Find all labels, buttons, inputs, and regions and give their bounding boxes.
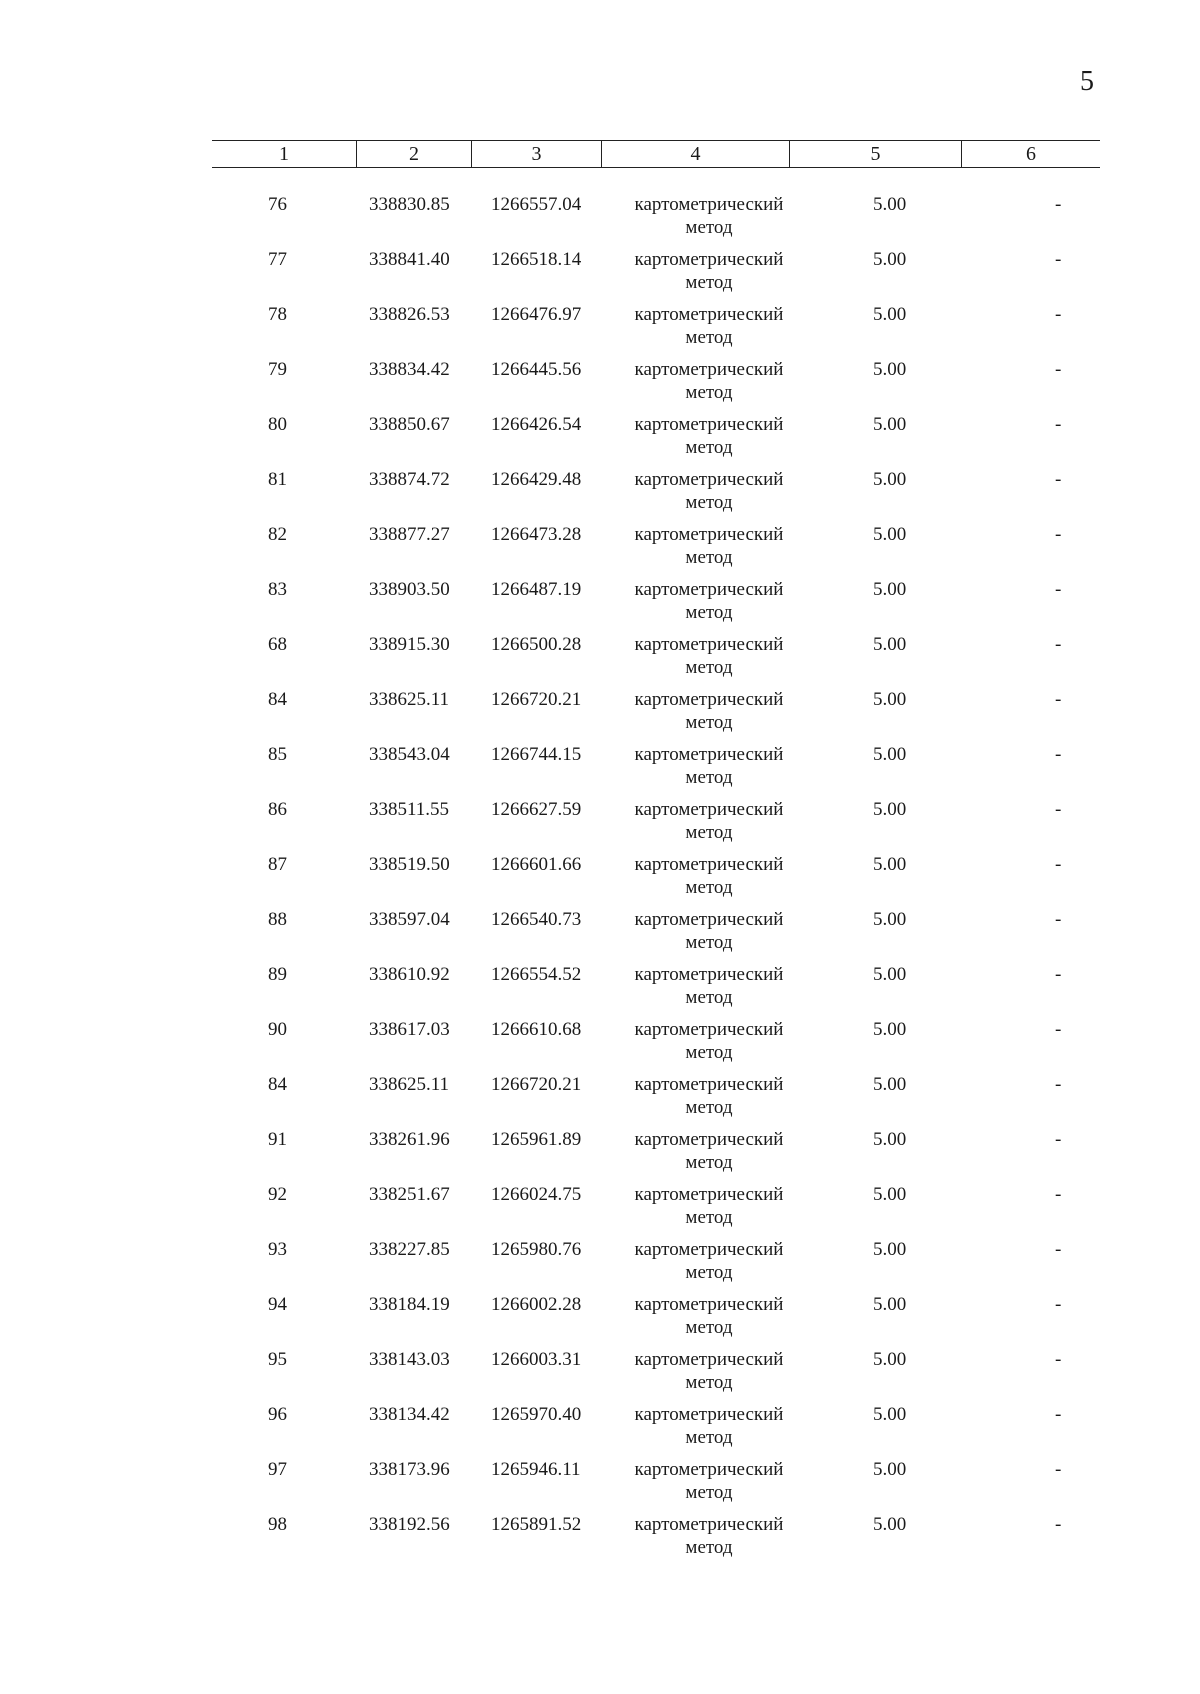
point-number-cell: 85 bbox=[268, 744, 287, 765]
table-row bbox=[212, 908, 1100, 963]
method-line-2: метод bbox=[685, 492, 733, 513]
point-number-cell: 80 bbox=[268, 414, 287, 435]
method-cell bbox=[609, 578, 809, 633]
x-coordinate-cell: 338192.56 bbox=[369, 1514, 450, 1535]
y-coordinate-cell: 1266601.66 bbox=[491, 854, 582, 875]
method-cell bbox=[609, 743, 809, 798]
y-coordinate-cell: 1266540.73 bbox=[491, 909, 582, 930]
accuracy-cell: 5.00 bbox=[873, 909, 907, 930]
accuracy-cell: 5.00 bbox=[873, 964, 907, 985]
point-number-cell: 84 bbox=[268, 689, 287, 710]
accuracy-cell: 5.00 bbox=[873, 634, 907, 655]
y-coordinate-cell: 1266476.97 bbox=[491, 304, 582, 325]
y-coordinate-cell: 1266002.28 bbox=[491, 1294, 582, 1315]
x-coordinate-cell: 338173.96 bbox=[369, 1459, 450, 1480]
method-line-2: метод bbox=[685, 1097, 733, 1118]
accuracy-cell: 5.00 bbox=[873, 304, 907, 325]
table-row bbox=[212, 358, 1100, 413]
description-cell: - bbox=[1055, 964, 1062, 985]
method-line-2: метод bbox=[685, 547, 733, 568]
y-coordinate-cell: 1266003.31 bbox=[491, 1349, 582, 1370]
y-coordinate-cell: 1266554.52 bbox=[491, 964, 582, 985]
method-line-1: картометрический bbox=[634, 1074, 784, 1095]
y-coordinate-cell: 1266720.21 bbox=[491, 689, 582, 710]
method-cell bbox=[609, 248, 809, 303]
description-cell: - bbox=[1055, 1514, 1062, 1535]
table-row bbox=[212, 688, 1100, 743]
description-cell: - bbox=[1055, 1294, 1062, 1315]
table-row bbox=[212, 1513, 1100, 1568]
description-cell: - bbox=[1055, 414, 1062, 435]
accuracy-cell: 5.00 bbox=[873, 414, 907, 435]
method-line-1: картометрический bbox=[634, 1514, 784, 1535]
method-line-2: метод bbox=[685, 1207, 733, 1228]
accuracy-cell: 5.00 bbox=[873, 359, 907, 380]
method-line-2: метод bbox=[685, 932, 733, 953]
point-number-cell: 78 bbox=[268, 304, 287, 325]
method-line-2: метод bbox=[685, 1372, 733, 1393]
accuracy-cell: 5.00 bbox=[873, 1294, 907, 1315]
description-cell: - bbox=[1055, 579, 1062, 600]
table-row bbox=[212, 578, 1100, 633]
point-number-cell: 88 bbox=[268, 909, 287, 930]
header-cell-4: 4 bbox=[602, 141, 790, 167]
accuracy-cell: 5.00 bbox=[873, 1514, 907, 1535]
method-cell bbox=[609, 1293, 809, 1348]
x-coordinate-cell: 338915.30 bbox=[369, 634, 450, 655]
y-coordinate-cell: 1266429.48 bbox=[491, 469, 582, 490]
x-coordinate-cell: 338143.03 bbox=[369, 1349, 450, 1370]
method-line-1: картометрический bbox=[634, 194, 784, 215]
point-number-cell: 77 bbox=[268, 249, 287, 270]
table-row bbox=[212, 1458, 1100, 1513]
description-cell: - bbox=[1055, 524, 1062, 545]
method-cell bbox=[609, 358, 809, 413]
y-coordinate-cell: 1266445.56 bbox=[491, 359, 582, 380]
table-row bbox=[212, 633, 1100, 688]
accuracy-cell: 5.00 bbox=[873, 1129, 907, 1150]
method-line-1: картометрический bbox=[634, 1459, 784, 1480]
table-row bbox=[212, 1293, 1100, 1348]
method-line-2: метод bbox=[685, 1537, 733, 1558]
header-cell-6: 6 bbox=[1026, 143, 1036, 165]
method-cell bbox=[609, 1458, 809, 1513]
method-cell bbox=[609, 303, 809, 358]
method-line-1: картометрический bbox=[634, 579, 784, 600]
x-coordinate-cell: 338830.85 bbox=[369, 194, 450, 215]
method-line-2: метод bbox=[685, 1317, 733, 1338]
description-cell: - bbox=[1055, 909, 1062, 930]
description-cell: - bbox=[1055, 634, 1062, 655]
method-line-1: картометрический bbox=[634, 909, 784, 930]
y-coordinate-cell: 1265961.89 bbox=[491, 1129, 582, 1150]
y-coordinate-cell: 1266487.19 bbox=[491, 579, 582, 600]
description-cell: - bbox=[1055, 1074, 1062, 1095]
method-line-2: метод bbox=[685, 822, 733, 843]
table-row bbox=[212, 413, 1100, 468]
description-cell: - bbox=[1055, 1129, 1062, 1150]
description-cell: - bbox=[1055, 194, 1062, 215]
point-number-cell: 79 bbox=[268, 359, 287, 380]
description-cell: - bbox=[1055, 799, 1062, 820]
method-cell bbox=[609, 633, 809, 688]
table-row bbox=[212, 248, 1100, 303]
y-coordinate-cell: 1266627.59 bbox=[491, 799, 582, 820]
accuracy-cell: 5.00 bbox=[873, 1184, 907, 1205]
accuracy-cell: 5.00 bbox=[873, 854, 907, 875]
point-number-cell: 76 bbox=[268, 194, 287, 215]
description-cell: - bbox=[1055, 359, 1062, 380]
point-number-cell: 94 bbox=[268, 1294, 287, 1315]
accuracy-cell: 5.00 bbox=[873, 799, 907, 820]
x-coordinate-cell: 338519.50 bbox=[369, 854, 450, 875]
point-number-cell: 91 bbox=[268, 1129, 287, 1150]
y-coordinate-cell: 1266500.28 bbox=[491, 634, 582, 655]
method-line-2: метод bbox=[685, 712, 733, 733]
method-line-1: картометрический bbox=[634, 744, 784, 765]
accuracy-cell: 5.00 bbox=[873, 1019, 907, 1040]
accuracy-cell: 5.00 bbox=[873, 524, 907, 545]
accuracy-cell: 5.00 bbox=[873, 579, 907, 600]
method-line-1: картометрический bbox=[634, 524, 784, 545]
x-coordinate-cell: 338874.72 bbox=[369, 469, 450, 490]
method-line-1: картометрический bbox=[634, 964, 784, 985]
description-cell: - bbox=[1055, 249, 1062, 270]
method-line-2: метод bbox=[685, 987, 733, 1008]
x-coordinate-cell: 338227.85 bbox=[369, 1239, 450, 1260]
table-row bbox=[212, 1018, 1100, 1073]
method-line-2: метод bbox=[685, 1482, 733, 1503]
method-cell bbox=[609, 468, 809, 523]
point-number-cell: 93 bbox=[268, 1239, 287, 1260]
method-cell bbox=[609, 963, 809, 1018]
method-cell bbox=[609, 1128, 809, 1183]
point-number-cell: 90 bbox=[268, 1019, 287, 1040]
point-number-cell: 95 bbox=[268, 1349, 287, 1370]
x-coordinate-cell: 338850.67 bbox=[369, 414, 450, 435]
point-number-cell: 92 bbox=[268, 1184, 287, 1205]
accuracy-cell: 5.00 bbox=[873, 1404, 907, 1425]
x-coordinate-cell: 338903.50 bbox=[369, 579, 450, 600]
table-row bbox=[212, 1128, 1100, 1183]
method-line-1: картометрический bbox=[634, 414, 784, 435]
accuracy-cell: 5.00 bbox=[873, 1074, 907, 1095]
method-line-2: метод bbox=[685, 1152, 733, 1173]
header-cell-5: 5 bbox=[790, 141, 962, 167]
y-coordinate-cell: 1265980.76 bbox=[491, 1239, 582, 1260]
method-line-1: картометрический bbox=[634, 1404, 784, 1425]
x-coordinate-cell: 338511.55 bbox=[369, 799, 450, 820]
y-coordinate-cell: 1266744.15 bbox=[491, 744, 582, 765]
point-number-cell: 87 bbox=[268, 854, 287, 875]
method-cell bbox=[609, 798, 809, 853]
method-line-2: метод bbox=[685, 327, 733, 348]
point-number-cell: 82 bbox=[268, 524, 287, 545]
accuracy-cell: 5.00 bbox=[873, 1459, 907, 1480]
method-line-1: картометрический bbox=[634, 854, 784, 875]
x-coordinate-cell: 338610.92 bbox=[369, 964, 450, 985]
header-cell-3: 3 bbox=[472, 141, 602, 167]
description-cell: - bbox=[1055, 744, 1062, 765]
method-cell bbox=[609, 1183, 809, 1238]
accuracy-cell: 5.00 bbox=[873, 194, 907, 215]
description-cell: - bbox=[1055, 854, 1062, 875]
method-cell bbox=[609, 853, 809, 908]
y-coordinate-cell: 1266024.75 bbox=[491, 1184, 582, 1205]
accuracy-cell: 5.00 bbox=[873, 689, 907, 710]
method-line-2: метод bbox=[685, 877, 733, 898]
method-line-2: метод bbox=[685, 437, 733, 458]
x-coordinate-cell: 338834.42 bbox=[369, 359, 450, 380]
description-cell: - bbox=[1055, 1184, 1062, 1205]
method-cell bbox=[609, 688, 809, 743]
point-number-cell: 81 bbox=[268, 469, 287, 490]
y-coordinate-cell: 1265970.40 bbox=[491, 1404, 582, 1425]
x-coordinate-cell: 338841.40 bbox=[369, 249, 450, 270]
method-cell bbox=[609, 1403, 809, 1458]
method-line-1: картометрический bbox=[634, 1019, 784, 1040]
method-line-1: картометрический bbox=[634, 1239, 784, 1260]
point-number-cell: 84 bbox=[268, 1074, 287, 1095]
accuracy-cell: 5.00 bbox=[873, 469, 907, 490]
table-row bbox=[212, 1073, 1100, 1128]
description-cell: - bbox=[1055, 1459, 1062, 1480]
table-row bbox=[212, 963, 1100, 1018]
method-line-1: картометрический bbox=[634, 1294, 784, 1315]
point-number-cell: 89 bbox=[268, 964, 287, 985]
x-coordinate-cell: 338184.19 bbox=[369, 1294, 450, 1315]
y-coordinate-cell: 1266473.28 bbox=[491, 524, 582, 545]
method-line-1: картометрический bbox=[634, 634, 784, 655]
x-coordinate-cell: 338877.27 bbox=[369, 524, 450, 545]
method-cell bbox=[609, 908, 809, 963]
method-line-1: картометрический bbox=[634, 304, 784, 325]
method-line-2: метод bbox=[685, 657, 733, 678]
description-cell: - bbox=[1055, 1239, 1062, 1260]
x-coordinate-cell: 338625.11 bbox=[369, 1074, 450, 1095]
method-line-1: картометрический bbox=[634, 1349, 784, 1370]
table-header bbox=[212, 140, 1100, 168]
table-row bbox=[212, 303, 1100, 358]
method-line-2: метод bbox=[685, 382, 733, 403]
method-line-2: метод bbox=[685, 1427, 733, 1448]
table-row bbox=[212, 853, 1100, 908]
accuracy-cell: 5.00 bbox=[873, 249, 907, 270]
y-coordinate-cell: 1266557.04 bbox=[491, 194, 582, 215]
method-cell bbox=[609, 523, 809, 578]
method-line-2: метод bbox=[685, 1042, 733, 1063]
point-number-cell: 96 bbox=[268, 1404, 287, 1425]
table-row bbox=[212, 523, 1100, 578]
description-cell: - bbox=[1055, 304, 1062, 325]
x-coordinate-cell: 338625.11 bbox=[369, 689, 450, 710]
table-row bbox=[212, 1403, 1100, 1458]
coordinates-table-body bbox=[212, 193, 1100, 1568]
table-row bbox=[212, 743, 1100, 798]
description-cell: - bbox=[1055, 1019, 1062, 1040]
table-row bbox=[212, 468, 1100, 523]
method-line-2: метод bbox=[685, 602, 733, 623]
page-number: 5 bbox=[1080, 66, 1094, 97]
method-line-1: картометрический bbox=[634, 359, 784, 380]
method-line-1: картометрический bbox=[634, 1184, 784, 1205]
point-number-cell: 86 bbox=[268, 799, 287, 820]
y-coordinate-cell: 1266426.54 bbox=[491, 414, 582, 435]
accuracy-cell: 5.00 bbox=[873, 1239, 907, 1260]
description-cell: - bbox=[1055, 1349, 1062, 1370]
x-coordinate-cell: 338134.42 bbox=[369, 1404, 450, 1425]
method-line-1: картометрический bbox=[634, 249, 784, 270]
method-cell bbox=[609, 1513, 809, 1568]
method-line-1: картометрический bbox=[634, 689, 784, 710]
x-coordinate-cell: 338826.53 bbox=[369, 304, 450, 325]
x-coordinate-cell: 338617.03 bbox=[369, 1019, 450, 1040]
accuracy-cell: 5.00 bbox=[873, 744, 907, 765]
header-cell-2: 2 bbox=[357, 141, 472, 167]
method-line-1: картометрический bbox=[634, 799, 784, 820]
accuracy-cell: 5.00 bbox=[873, 1349, 907, 1370]
point-number-cell: 98 bbox=[268, 1514, 287, 1535]
method-line-2: метод bbox=[685, 1262, 733, 1283]
method-cell bbox=[609, 1238, 809, 1293]
table-row bbox=[212, 1183, 1100, 1238]
x-coordinate-cell: 338597.04 bbox=[369, 909, 450, 930]
table-row bbox=[212, 193, 1100, 248]
header-cell-1: 1 bbox=[212, 141, 357, 167]
method-cell bbox=[609, 193, 809, 248]
table-row bbox=[212, 798, 1100, 853]
table-row bbox=[212, 1348, 1100, 1403]
description-cell: - bbox=[1055, 689, 1062, 710]
method-cell bbox=[609, 1018, 809, 1073]
y-coordinate-cell: 1266518.14 bbox=[491, 249, 582, 270]
x-coordinate-cell: 338261.96 bbox=[369, 1129, 450, 1150]
method-line-1: картометрический bbox=[634, 469, 784, 490]
method-line-2: метод bbox=[685, 767, 733, 788]
point-number-cell: 83 bbox=[268, 579, 287, 600]
method-line-1: картометрический bbox=[634, 1129, 784, 1150]
method-cell bbox=[609, 1348, 809, 1403]
point-number-cell: 97 bbox=[268, 1459, 287, 1480]
description-cell: - bbox=[1055, 1404, 1062, 1425]
y-coordinate-cell: 1266720.21 bbox=[491, 1074, 582, 1095]
table-row bbox=[212, 1238, 1100, 1293]
y-coordinate-cell: 1266610.68 bbox=[491, 1019, 582, 1040]
x-coordinate-cell: 338543.04 bbox=[369, 744, 450, 765]
point-number-cell: 68 bbox=[268, 634, 287, 655]
method-line-2: метод bbox=[685, 217, 733, 238]
x-coordinate-cell: 338251.67 bbox=[369, 1184, 450, 1205]
method-cell bbox=[609, 413, 809, 468]
y-coordinate-cell: 1265946.11 bbox=[491, 1459, 581, 1480]
description-cell: - bbox=[1055, 469, 1062, 490]
y-coordinate-cell: 1265891.52 bbox=[491, 1514, 582, 1535]
method-cell bbox=[609, 1073, 809, 1128]
method-line-2: метод bbox=[685, 272, 733, 293]
